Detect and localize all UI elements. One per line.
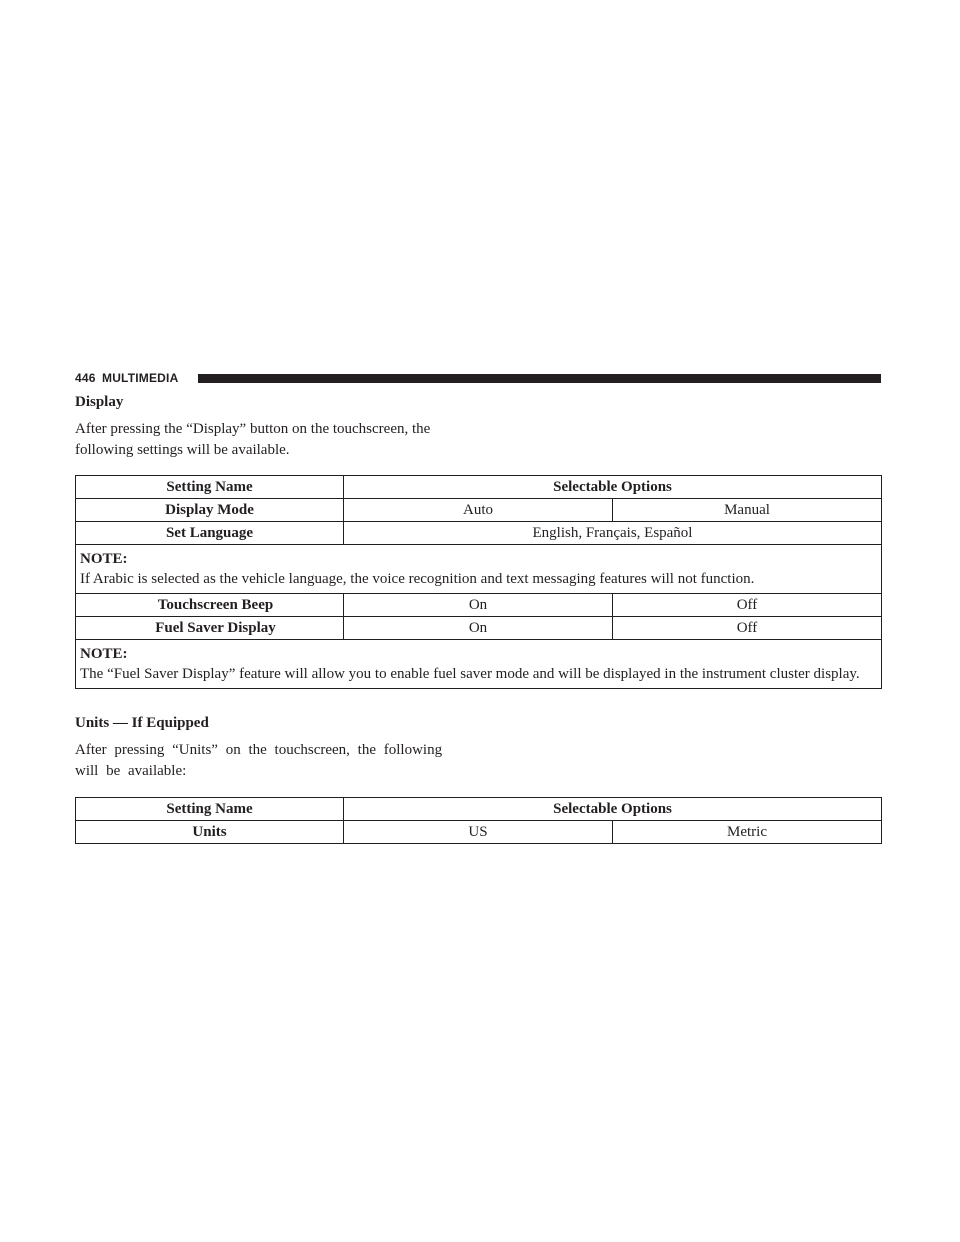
option-cell: On xyxy=(344,617,613,640)
option-cell: English, Français, Español xyxy=(344,522,882,545)
running-header xyxy=(75,372,881,385)
col-header-selectable-options: Selectable Options xyxy=(344,476,882,499)
setting-name: Units xyxy=(76,821,344,844)
units-intro-line1: After pressing “Units” on the touchscreen, the following xyxy=(75,742,443,758)
setting-name: Display Mode xyxy=(76,499,344,522)
col-header-setting-name: Setting Name xyxy=(76,798,344,821)
display-intro-line2: following settings will be available. xyxy=(75,442,290,458)
setting-name: Fuel Saver Display xyxy=(76,617,344,640)
table-row xyxy=(76,821,882,844)
units-intro xyxy=(75,740,475,782)
display-intro xyxy=(75,419,475,461)
option-cell: Off xyxy=(613,617,882,640)
table-row xyxy=(76,522,882,545)
col-header-selectable-options: Selectable Options xyxy=(344,798,882,821)
note-label: NOTE: xyxy=(80,646,128,662)
table-row xyxy=(76,617,882,640)
note-text: If Arabic is selected as the vehicle language, the voice recognition and text messaging features will not function. xyxy=(80,571,755,587)
note-cell xyxy=(76,545,882,594)
table-row xyxy=(76,499,882,522)
note-label: NOTE: xyxy=(80,551,128,567)
option-cell: On xyxy=(344,594,613,617)
display-settings-table xyxy=(75,475,882,689)
option-cell: US xyxy=(344,821,613,844)
note-cell xyxy=(76,640,882,689)
setting-name: Touchscreen Beep xyxy=(76,594,344,617)
units-settings-table xyxy=(75,797,882,844)
table-row xyxy=(76,594,882,617)
page-number: 446 xyxy=(75,371,96,385)
option-cell: Off xyxy=(613,594,882,617)
option-cell: Auto xyxy=(344,499,613,522)
display-heading: Display xyxy=(75,394,124,410)
col-header-setting-name: Setting Name xyxy=(76,476,344,499)
header-rule xyxy=(198,374,881,383)
section-name: MULTIMEDIA xyxy=(102,371,179,385)
setting-name: Set Language xyxy=(76,522,344,545)
option-cell: Metric xyxy=(613,821,882,844)
table-header-row xyxy=(76,476,882,499)
note-text: The “Fuel Saver Display” feature will allow you to enable fuel saver mode and will be displayed in the instrument cluster display. xyxy=(80,666,860,682)
option-cell: Manual xyxy=(613,499,882,522)
table-header-row xyxy=(76,798,882,821)
units-heading: Units — If Equipped xyxy=(75,715,209,731)
units-intro-line2: will be available: xyxy=(75,763,187,779)
display-intro-line1: After pressing the “Display” button on the touchscreen, the xyxy=(75,421,431,437)
table-note-row xyxy=(76,640,882,689)
table-note-row xyxy=(76,545,882,594)
